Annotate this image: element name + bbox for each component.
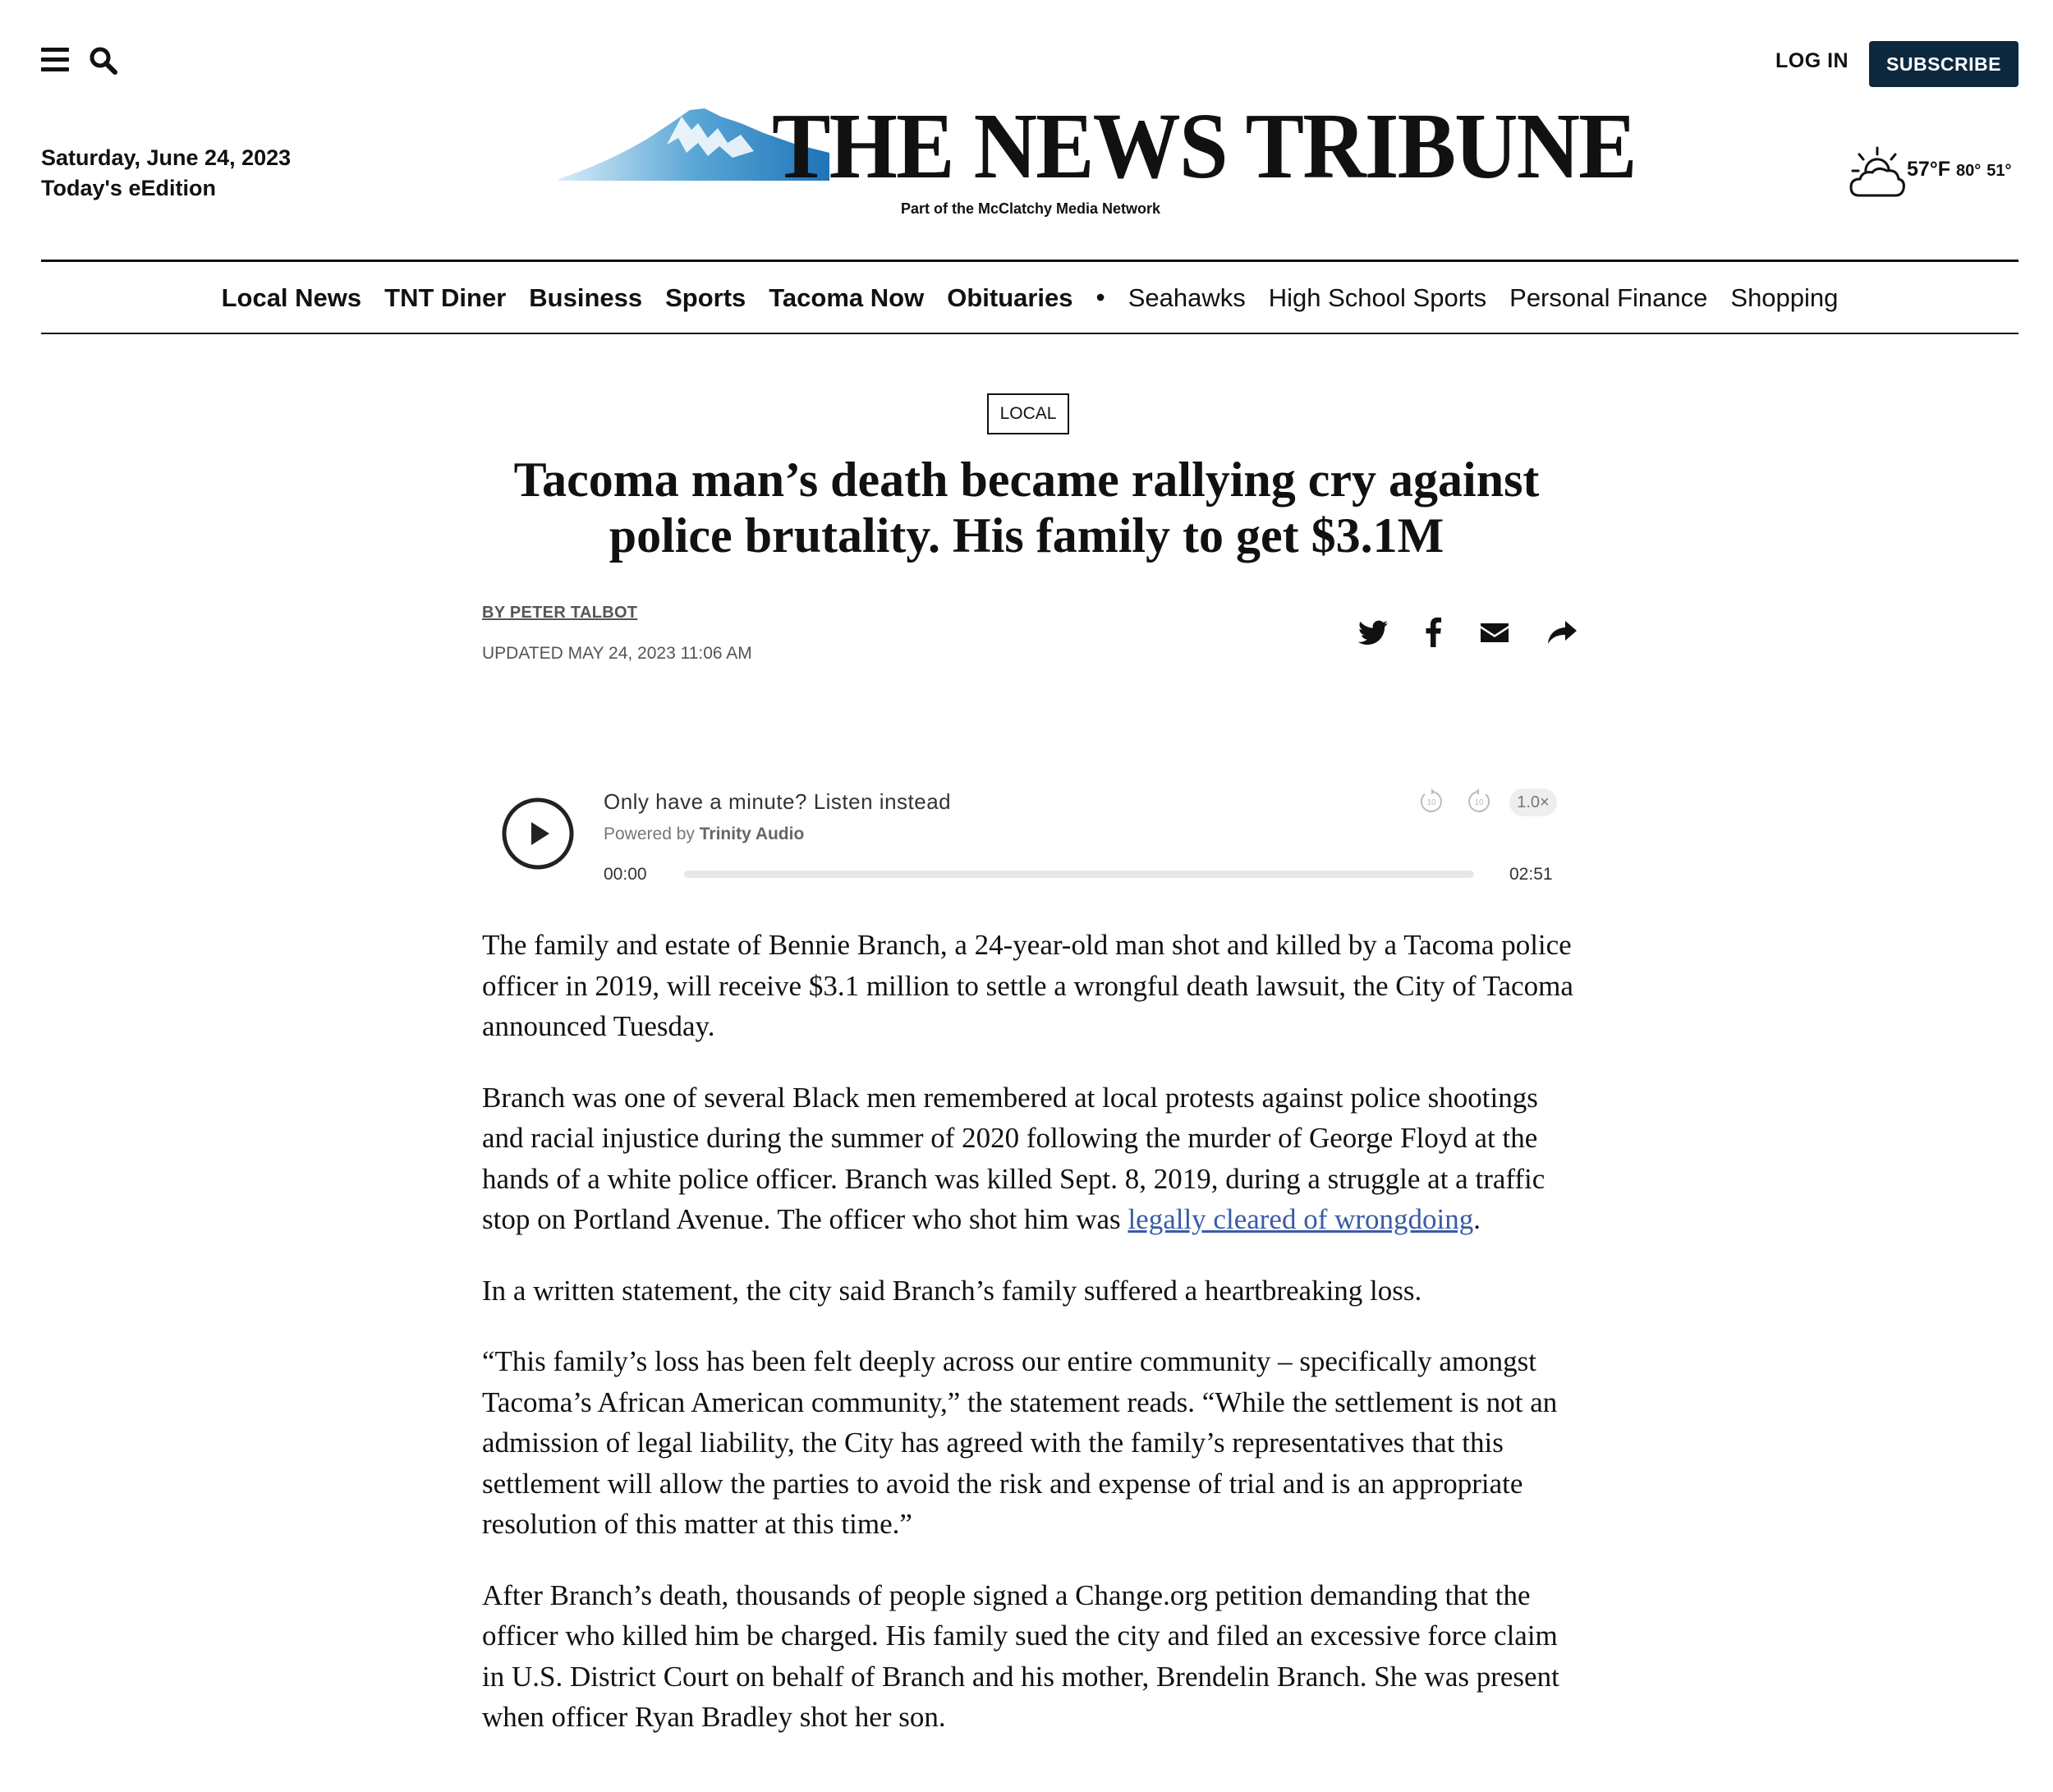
paragraph-4: “This family’s loss has been felt deeply across our entire community – specifically amongst Tacoma’s African American community,” the statement reads. “While the settlement is not an admission of legal liability, the City has agreed with the family’s representatives that this settlement will allow the parties to avoid the risk and expense of trial and is an appropriate resolution of this matter at this time.” [482,1345,1558,1540]
masthead-logo[interactable]: THE NEWS TRIBUNE [772,94,1636,198]
current-date: Saturday, June 24, 2023 [41,145,292,170]
section-tag[interactable]: LOCAL [987,393,1069,434]
powered-by-label: Powered by [604,825,695,843]
nav-local-news[interactable]: Local News [221,283,362,312]
nav-divider-bottom [41,333,2019,334]
section-nav [41,263,2019,333]
nav-obituaries[interactable]: Obituaries [947,283,1073,312]
nav-personal-finance[interactable]: Personal Finance [1509,283,1708,312]
article-headline: Tacoma man’s death became rallying cry against police brutality. His family to get $3.1M [513,453,1540,563]
skip-forward-label: 10 [1474,798,1484,807]
nav-separator: • [1095,283,1105,312]
current-temp: 57°F [1907,158,1951,181]
audio-duration: 02:51 [1509,865,1553,884]
nav-seahawks[interactable]: Seahawks [1128,283,1246,312]
legally-cleared-link[interactable]: legally cleared of wrongdoing [1128,1203,1474,1235]
audio-powered-by [604,825,804,844]
nav-tnt-diner[interactable]: TNT Diner [384,283,507,312]
nav-sports[interactable]: Sports [665,283,746,312]
article-body [482,925,1574,1768]
skip-back-label: 10 [1426,798,1436,807]
trinity-audio-link[interactable]: Trinity Audio [699,825,805,843]
paragraph-2-text: Branch was one of several Black men remembered at local protests against police shootings and racial injustice during the summer of 2020 following the murder of George Floyd at the hands of a white police officer. Branch was killed Sept. 8, 2019, during a struggle at a traffic stop on Portland Avenue. The officer who shot him was [482,1081,1545,1235]
skip-back-icon[interactable] [1417,788,1445,816]
twitter-icon[interactable] [1357,616,1389,649]
subscribe-button[interactable]: SUBSCRIBE [1869,41,2019,87]
playback-speed-button[interactable]: 1.0× [1509,788,1557,816]
nav-divider-top [41,260,2019,262]
paragraph-5: After Branch’s death, thousands of people signed a Change.org petition demanding that the officer who killed him be charged. His family sued the city and filed an excessive force claim in U.S. District Court on behalf of Branch and his mother, Brendelin Branch. She was present when officer Ryan Bradley shot her son. [482,1578,1559,1733]
masthead-tagline: Part of the McClatchy Media Network [900,200,1161,217]
weather-temperature [1907,158,2011,181]
paragraph-3: In a written statement, the city said Branch’s family suffered a heartbreaking loss. [482,1274,1422,1307]
login-link[interactable]: LOG IN [1775,49,1849,72]
paragraph-2-end: . [1473,1203,1481,1235]
audio-progress-bar[interactable] [684,871,1474,878]
partly-cloudy-icon [1848,145,1907,202]
nav-high-school-sports[interactable]: High School Sports [1268,283,1487,312]
email-icon[interactable] [1478,616,1511,649]
paragraph-1: The family and estate of Bennie Branch, a 24-year-old man shot and killed by a Tacoma police officer in 2019, will receive $3.1 million to settle a wrongful death lawsuit, the City of Tacoma announced Tuesday. [482,929,1573,1042]
low-temp: 51° [1986,162,2012,180]
nav-tacoma-now[interactable]: Tacoma Now [769,283,925,312]
play-icon[interactable] [501,797,575,871]
paragraph-2 [482,1077,1574,1240]
menu-icon[interactable] [41,48,69,72]
nav-business[interactable]: Business [529,283,643,312]
share-icon[interactable] [1545,616,1578,649]
audio-elapsed-time: 00:00 [604,865,647,884]
skip-forward-icon[interactable] [1465,788,1493,816]
nav-shopping[interactable]: Shopping [1730,283,1839,312]
audio-title: Only have a minute? Listen instead [604,789,952,814]
facebook-icon[interactable] [1417,616,1450,649]
search-icon[interactable] [89,46,118,76]
author-byline[interactable]: BY PETER TALBOT [482,604,638,622]
high-temp: 80° [1956,162,1982,180]
eedition-link[interactable]: Today's eEdition [41,176,216,200]
updated-timestamp: UPDATED MAY 24, 2023 11:06 AM [482,644,752,663]
